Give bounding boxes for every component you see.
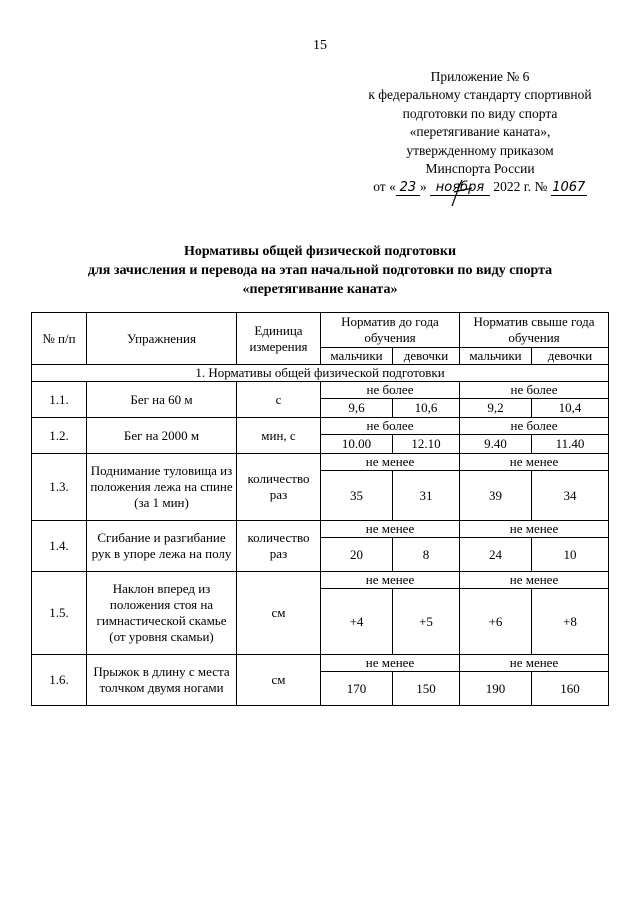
title-line: для зачисления и перевода на этап начальной подготовки по виду спорта	[87, 263, 553, 278]
exercise-name: Бег на 2000 м	[87, 418, 237, 454]
signature-stroke	[440, 178, 480, 208]
qualifier-cell: не более	[460, 382, 609, 399]
value-cell: 8	[393, 538, 460, 572]
qualifier-cell: не менее	[460, 521, 609, 538]
date-month: ноября	[430, 181, 490, 196]
qualifier-cell: не более	[321, 418, 460, 435]
value-cell: 10,4	[532, 399, 609, 418]
row-num: 1.4.	[32, 521, 87, 572]
header-boys: мальчики	[460, 348, 532, 365]
value-cell: 11.40	[532, 435, 609, 454]
order-number: 1067	[552, 180, 586, 196]
exercise-name: Сгибание и разгибание рук в упоре лежа на полу	[87, 521, 237, 572]
unit-cell: количество раз	[237, 521, 321, 572]
row-num: 1.6.	[32, 655, 87, 706]
value-cell: +6	[460, 589, 532, 655]
title-line: Нормативы общей физической подготовки	[183, 244, 457, 259]
row-num: 1.3.	[32, 454, 87, 521]
qualifier-cell: не менее	[321, 454, 460, 471]
section-title: 1. Нормативы общей физической подготовки	[32, 365, 609, 382]
exercise-name: Поднимание туловища из положения лежа на спине (за 1 мин)	[87, 454, 237, 521]
value-cell: 24	[460, 538, 532, 572]
unit-cell: см	[237, 655, 321, 706]
appendix-header	[330, 68, 630, 197]
header-girls: девочки	[393, 348, 460, 365]
header-group-2: Норматив свыше года обучения	[460, 313, 609, 348]
value-cell: +8	[532, 589, 609, 655]
appendix-line: подготовки по виду спорта	[402, 105, 558, 121]
header-group-1: Норматив до года обучения	[321, 313, 460, 348]
qualifier-cell: не менее	[321, 521, 460, 538]
appendix-line: «перетягивание каната»,	[409, 124, 551, 140]
page-number: 15	[313, 38, 327, 53]
row-num: 1.1.	[32, 382, 87, 418]
date-prefix: от «	[373, 179, 396, 195]
unit-cell: мин, с	[237, 418, 321, 454]
header-unit: Единица измерения	[237, 313, 321, 365]
qualifier-cell: не менее	[321, 655, 460, 672]
exercise-name: Бег на 60 м	[87, 382, 237, 418]
unit-cell: с	[237, 382, 321, 418]
value-cell: 170	[321, 672, 393, 706]
header-exercise: Упражнения	[87, 313, 237, 365]
appendix-line: Приложение № 6	[430, 69, 530, 84]
value-cell: 160	[532, 672, 609, 706]
row-num: 1.2.	[32, 418, 87, 454]
header-num: № п/п	[32, 313, 87, 365]
unit-cell: количество раз	[237, 454, 321, 521]
value-cell: 31	[393, 471, 460, 521]
value-cell: 35	[321, 471, 393, 521]
value-cell: 20	[321, 538, 393, 572]
value-cell: 10,6	[393, 399, 460, 418]
document-title	[0, 242, 640, 299]
row-num: 1.5.	[32, 572, 87, 655]
value-cell: 9,2	[460, 399, 532, 418]
title-line: «перетягивание каната»	[242, 282, 398, 297]
value-cell: 190	[460, 672, 532, 706]
value-cell: +4	[321, 589, 393, 655]
qualifier-cell: не менее	[460, 655, 609, 672]
value-cell: 10.00	[321, 435, 393, 454]
norms-table	[31, 312, 609, 706]
date-day: 23	[396, 181, 420, 196]
qualifier-cell: не более	[321, 382, 460, 399]
unit-cell: см	[237, 572, 321, 655]
appendix-line: Минспорта России	[425, 161, 535, 177]
date-year: 2022 г. №	[493, 179, 548, 195]
value-cell: 12.10	[393, 435, 460, 454]
header-girls: девочки	[532, 348, 609, 365]
appendix-line: к федеральному стандарту спортивной	[368, 87, 592, 103]
exercise-name: Прыжок в длину с места толчком двумя ногами	[87, 655, 237, 706]
value-cell: 39	[460, 471, 532, 521]
order-date-line	[330, 178, 630, 196]
date-mid: »	[419, 179, 427, 195]
value-cell: 34	[532, 471, 609, 521]
exercise-name: Наклон вперед из положения стоя на гимнастической скамье (от уровня скамьи)	[87, 572, 237, 655]
qualifier-cell: не менее	[321, 572, 460, 589]
value-cell: +5	[393, 589, 460, 655]
qualifier-cell: не менее	[460, 572, 609, 589]
qualifier-cell: не менее	[460, 454, 609, 471]
value-cell: 9.40	[460, 435, 532, 454]
value-cell: 150	[393, 672, 460, 706]
header-boys: мальчики	[321, 348, 393, 365]
value-cell: 9,6	[321, 399, 393, 418]
appendix-line: утвержденному приказом	[406, 142, 554, 158]
value-cell: 10	[532, 538, 609, 572]
qualifier-cell: не более	[460, 418, 609, 435]
